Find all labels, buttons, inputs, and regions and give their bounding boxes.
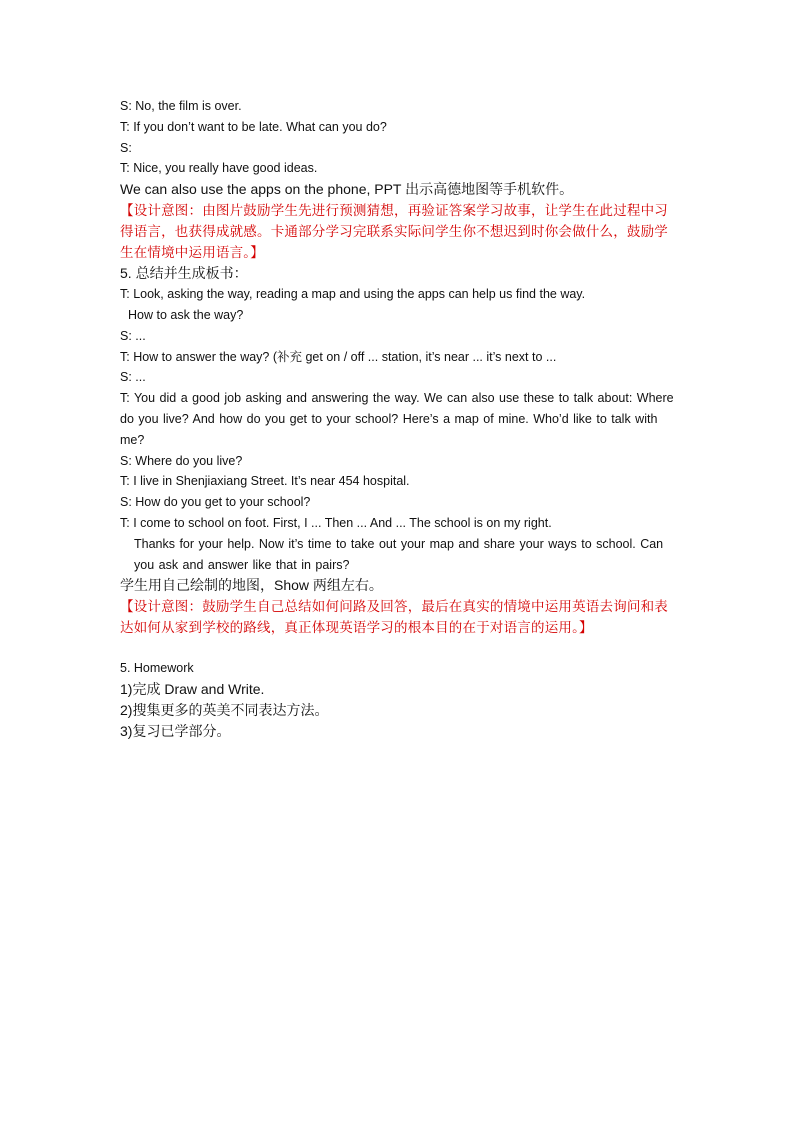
dialogue-line: S: ...	[120, 328, 146, 343]
homework-item: 1)完成 Draw and Write.	[120, 681, 265, 698]
dialogue-line: S:	[120, 140, 132, 155]
dialogue-line: S: ...	[120, 370, 146, 385]
homework-item: 2)搜集更多的英美不同表达方法。	[120, 702, 329, 719]
students-line: 学生用自己绘制的地图，Show 两组左右。	[120, 577, 383, 594]
dialogue-line: T: Look, asking the way, reading a map and using the apps can help us find the way.	[120, 287, 586, 302]
homework-item: 3)复习已学部分。	[120, 723, 231, 740]
teacher-paragraph: T: You did a good job asking and answering the way. We can also use these to talk about: Where do you live? And how do you get to your school? Here’s a map of mine. Who’d like to talk with me?	[120, 391, 674, 447]
thanks-paragraph: Thanks for your help. Now it’s time to take out your map and share your ways to school. Can you ask and answer like that in pairs?	[134, 536, 664, 572]
spacer	[120, 638, 680, 658]
dialogue-line: S: How do you get to your school?	[120, 495, 311, 510]
dialogue-line: How to ask the way?	[128, 307, 244, 322]
dialogue-line: T: Nice, you really have good ideas.	[120, 161, 318, 176]
design-intent-note-2: 【设计意图：鼓励学生自己总结如何问路及回答，最后在真实的情境中运用英语去询问和表达如何从家到学校的路线，真正体现英语学习的根本目的在于对语言的运用。】	[120, 599, 668, 636]
dialogue-line: T: I live in Shenjiaxiang Street. It’s near 454 hospital.	[120, 474, 410, 489]
design-intent-note-1: 【设计意图：由图片鼓励学生先进行预测猜想，再验证答案学习故事，让学生在此过程中习得语言，也获得成就感。卡通部分学习完联系实际问学生你不想迟到时你会做什么，鼓励学生在情境中运用语言。】	[120, 203, 668, 261]
dialogue-line: T: If you don’t want to be late. What can you do?	[120, 119, 387, 134]
dialogue-line: S: No, the film is over.	[120, 99, 242, 113]
section-5-title: 5. 总结并生成板书：	[120, 265, 248, 282]
dialogue-line: T: How to answer the way? (补充 get on / off ... station, it’s near ... it’s next to ...	[120, 349, 557, 364]
dialogue-line: S: Where do you live?	[120, 453, 243, 468]
document-page	[120, 96, 680, 742]
homework-title: 5. Homework	[120, 661, 194, 676]
apps-line: We can also use the apps on the phone, PPT 出示高德地图等手机软件。	[120, 181, 574, 198]
dialogue-line: T: I come to school on foot. First, I ... Then ... And ... The school is on my right.	[120, 515, 552, 530]
